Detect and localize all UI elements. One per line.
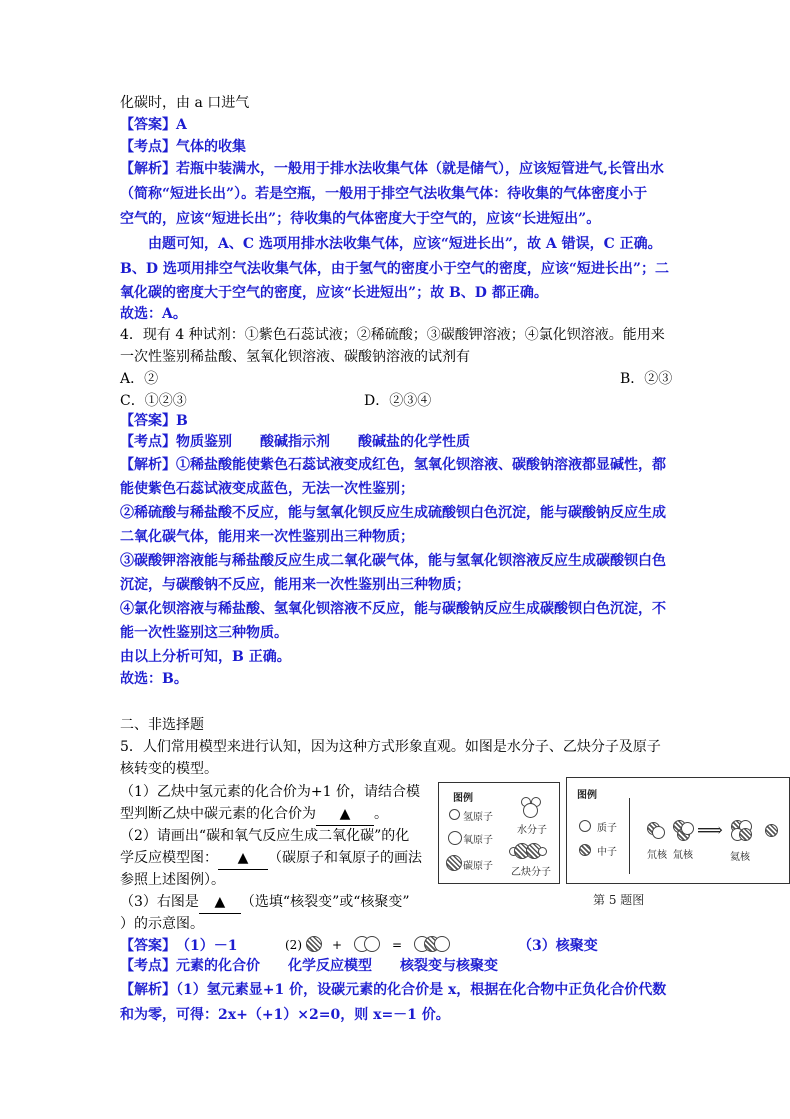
q4-analysis-line: ③碳酸钾溶液能与稀盐酸反应生成二氧化碳气体，能与氢氧化钡溶液反应生成碳酸钡白色 [120,553,666,569]
q3-analysis-line: 氧化碳的密度大于空气的密度，应该“长进短出”；故 B、D 都正确。 [120,285,548,301]
oxygen-atom-icon [448,831,462,845]
legend-hydrogen: 氢原子 [463,812,493,823]
answer-equals: = [392,938,403,952]
q5-stem-line: 核转变的模型。 [120,761,218,777]
legend-neutron: 中子 [597,847,617,858]
q5-analysis-line: 和为零，可得：2x+（+1）×2=0，则 x=－1 价。 [120,1007,450,1023]
q4-stem-line: 4．现有 4 种试剂：①紫色石蕊试液；②稀硫酸；③碳酸钾溶液；④氯化钡溶液。能用来 [120,327,665,343]
q4-topic: 【考点】物质鉴别 酸碱指示剂 酸碱盐的化学性质 [120,434,470,450]
q5-part3-line [120,891,410,914]
q4-option-a: A．② [120,371,159,387]
hydrogen-atom-icon [449,809,460,820]
answer-oxygen-atom-icon [364,936,380,952]
q3-analysis-line: B、D 选项用排空气法收集气体，由于氢气的密度小于空气的密度，应该“短进长出”；二 [120,261,669,277]
q3-analysis-line: （简称“短进长出”）。若是空瓶，一般用于排空气法收集气体：待收集的气体密度小于 [120,186,648,202]
figure-legend-molecules [438,782,560,884]
q5-part1-text: 型判断乙炔中碳元素的化合价为 [120,806,316,822]
answer-co2-oxygen-icon [434,936,450,952]
q5-topic: 【考点】元素的化合价 化学反应模型 核裂变与核聚变 [120,958,498,974]
q3-analysis-line: 由题可知，A、C 选项用排水法收集气体，应该“短进长出”，故 A 错误，C 正确。 [148,236,662,252]
legend-proton: 质子 [597,823,617,834]
acetylene-h-atom-icon [538,847,547,856]
q3-stem-tail: 化碳时，由 a 口进气 [120,95,250,111]
q4-analysis-line: 二氧化碳气体，能用来一次性鉴别出三种物质； [120,529,414,545]
q5-answer-part2-label: (2) [285,938,302,952]
q5-part3-text: （3）右图是 [120,894,199,910]
label-acetylene-molecule: 乙炔分子 [511,867,551,878]
arrow-icon: ⟹ [697,820,723,841]
q4-analysis-line: ②稀硫酸与稀盐酸不反应，能与氢氧化钡反应生成硫酸钡白色沉淀，能与碳酸钠反应生成 [120,505,666,521]
answer-blank: ▲ [199,891,241,914]
q4-analysis-line: 由以上分析可知，B 正确。 [120,649,291,665]
q5-part3-line2: ）的示意图。 [120,916,204,932]
q4-option-b: B．②③ [620,371,673,387]
q5-part2-line: （2）请画出“碳和氧气反应生成二氧化碳”的化 [120,828,410,844]
label-deuterium: 氘核 [647,850,667,861]
legend-carbon: 碳原子 [463,861,493,872]
q5-stem-line: 5．人们常用模型来进行认知，因为这种方式形象直观。如图是水分子、乙炔分子及原子 [120,739,661,755]
label-helium: 氦核 [730,852,750,863]
q4-answer: 【答案】B [120,413,188,429]
q4-option-d: D．②③④ [364,393,432,409]
q3-analysis-line: 【解析】若瓶中装满水，一般用于排水法收集气体（就是储气），应该短管进气,长管出水 [120,161,664,177]
q5-part2-line3: 参照上述图例）。 [120,872,225,888]
q5-part3-options: （选填“核裂变”或“核聚变” [240,894,410,910]
q4-analysis-line: 沉淀，与碳酸钠不反应，能用来一次性鉴别出三种物质； [120,577,470,593]
q5-part2-line2 [120,847,422,870]
figure-nuclear-fusion [566,777,790,884]
q4-analysis-line: 能一次性鉴别这三种物质。 [120,625,288,641]
q3-analysis-line: 空气的，应该“短进长出”；待收集的气体密度大于空气的，应该“长进短出”。 [120,211,601,227]
carbon-atom-icon [446,855,462,871]
legend-title: 图例 [453,793,473,804]
section-title: 二、非选择题 [120,717,204,733]
legend-oxygen: 氧原子 [463,835,493,846]
answer-blank: ▲ [218,847,268,870]
q4-choice: 故选：B。 [120,671,188,687]
label-tritium: 氚核 [673,850,693,861]
answer-plus: + [332,938,343,952]
q5-part2-note: （碳原子和氧原子的画法 [268,850,422,866]
label-water-molecule: 水分子 [517,825,547,836]
q5-part1-line2 [120,803,388,826]
q4-analysis-line: 【解析】①稀盐酸能使紫色石蕊试液变成红色，氢氧化钡溶液、碳酸钠溶液都显碱性，都 [120,457,666,473]
helium-neutron-icon [739,828,752,841]
water-o-atom-icon [523,803,538,818]
q3-choice: 故选：A。 [120,306,187,322]
q4-stem-line: 一次性鉴别稀盐酸、氢氧化钡溶液、碳酸钠溶液的试剂有 [120,349,470,365]
q4-option-c: C．①②③ [120,393,187,409]
q5-analysis-line: 【解析】（1）氢元素显+1 价，设碳元素的化合价是 x，根据在化合物中正负化合价代数 [120,982,667,998]
q5-answer-part1: （1）－1 [176,938,238,954]
q4-analysis-line: ④氯化钡溶液与稀盐酸、氢氧化钡溶液不反应，能与碳酸钠反应生成碳酸钡白色沉淀，不 [120,601,666,617]
answer-carbon-atom-icon [306,936,322,952]
figure-caption: 第 5 题图 [593,893,645,907]
tritium-proton-icon [681,822,694,835]
deuterium-proton-icon [652,826,665,839]
free-neutron-icon [765,824,778,837]
q5-part1-end: 。 [374,806,388,822]
q5-part1-line: （1）乙炔中氢元素的化合价为+1 价，请结合模 [120,784,420,800]
q3-answer: 【答案】A [120,117,187,133]
proton-icon [579,820,591,832]
divider [629,798,630,874]
legend-title: 图例 [577,790,597,801]
neutron-icon [579,844,591,856]
answer-blank: ▲ [316,803,374,826]
q4-analysis-line: 能使紫色石蕊试液变成蓝色，无法一次性鉴别； [120,481,414,497]
q5-part2-text: 学反应模型图： [120,850,218,866]
q3-topic: 【考点】气体的收集 [120,139,246,155]
q5-answer-label: 【答案】 [120,938,176,954]
q5-answer-part3: （3）核聚变 [518,938,598,954]
